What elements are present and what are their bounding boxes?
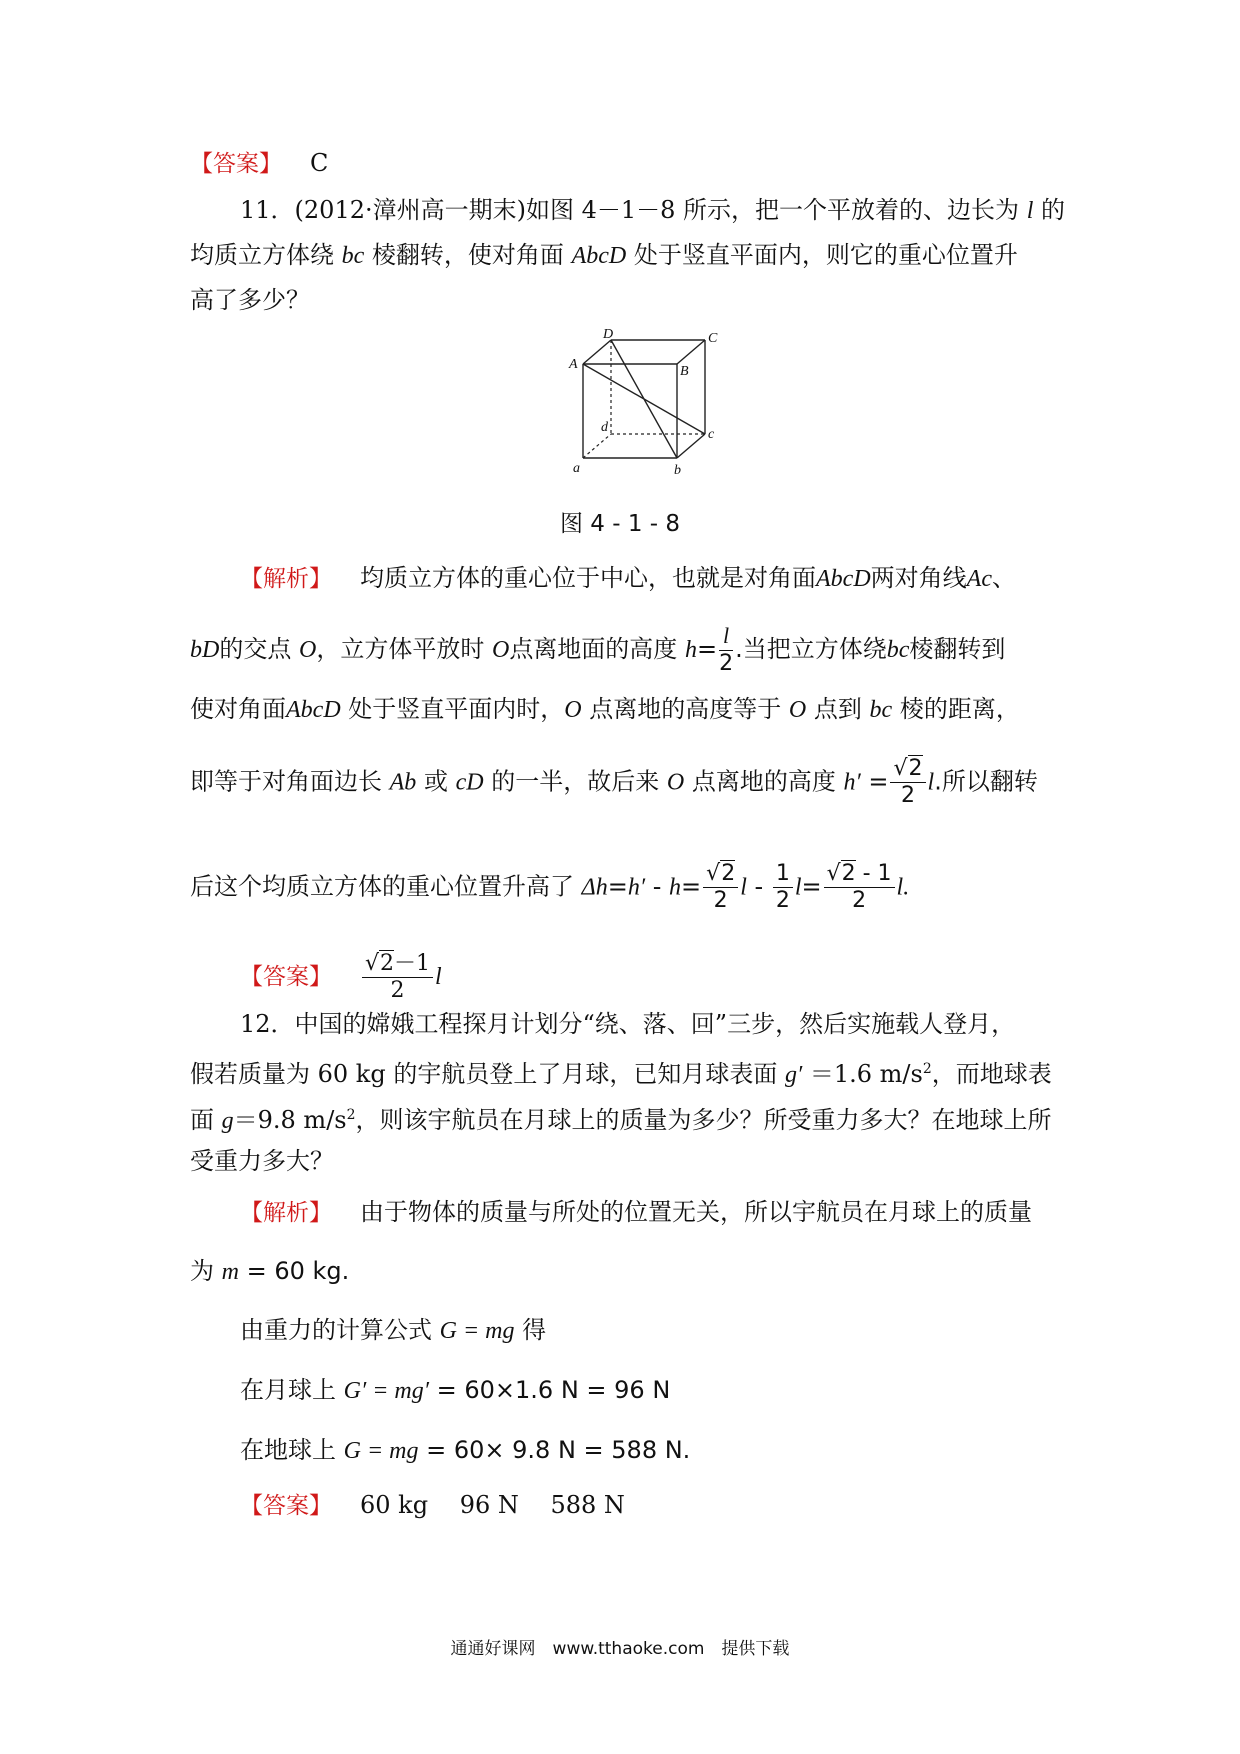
footer-text: 通通好课网 www.tthaoke.com 提供下载 (450, 1639, 790, 1659)
vertex-label-A: A (569, 357, 578, 372)
fraction-l-over-2: $\frac{l}{2}$ (719, 623, 734, 676)
vertex-label-C: C (708, 331, 718, 346)
analysis-11-line-2: bD的交点 O，立方体平放时 O点离地面的高度 h= $\frac{l}{2}$ .当把立方体绕bc棱翻转到 (190, 623, 1006, 676)
analysis-12-line-3: 由重力的计算公式 G = mg 得 (240, 1316, 547, 1344)
vertex-label-D: D (603, 328, 614, 342)
answer-value: 60 kg 96 N 588 N (360, 1491, 625, 1519)
figure-caption: 图 4 - 1 - 8 (559, 511, 681, 537)
answer-value: C (310, 149, 329, 177)
analysis-12-line-5: 在地球上 G = mg = 60× 9.8 N = 588 N. (240, 1436, 691, 1464)
vertex-label-a: a (573, 461, 580, 476)
edge-bc (677, 434, 705, 458)
question-11-line-1: 11．(2012·漳州高一期末)如图 4－1－8 所示，把一个平放着的、边长为 l 的 (240, 196, 1065, 224)
edge-BC (677, 340, 705, 364)
question-12-line-2: 假若质量为 60 kg 的宇航员登上了月球，已知月球表面 g′ ＝1.6 $m/s^2$，而地球表 (190, 1060, 1052, 1088)
analysis-tag: 【解析】 (240, 566, 332, 592)
vertex-label-d: d (601, 420, 608, 435)
question-11-line-2: 均质立方体绕 bc 棱翻转，使对角面 AbcD 处于竖直平面内，则它的重心位置升 (190, 241, 1018, 269)
analysis-12-line-1: 【解析】 由于物体的质量与所处的位置无关，所以宇航员在月球上的质量 (240, 1198, 1032, 1226)
answer-line-q12: 【答案】 60 kg 96 N 588 N (240, 1491, 625, 1519)
answer-line-q11: 【答案】 $\frac{√2-1}{2}$ l (240, 951, 442, 1003)
diagonal-bD (611, 340, 677, 458)
fraction-sqrt2-over-2: $\frac{√2}{2}$ (890, 758, 925, 807)
analysis-12-line-2: 为 m = 60 kg. (190, 1257, 350, 1285)
analysis-11-line-5: 后这个均质立方体的重心位置升高了 Δh=h′ - h= $\frac{√2}{2}$ l - $\frac{1}{2}$ l= $\frac{√2 - 1}{2}$ l. (190, 861, 910, 913)
answer-fraction: $\frac{√2-1}{2}$ (362, 953, 433, 1002)
vertex-label-c: c (708, 427, 715, 442)
vertex-label-b: b (674, 463, 681, 478)
answer-line-q10 (190, 148, 328, 179)
analysis-11-line-3: 使对角面AbcD 处于竖直平面内时，O 点离地的高度等于 O 点到 bc 棱的距离， (190, 695, 1020, 723)
question-12-line-1: 12．中国的嫦娥工程探月计划分“绕、落、回”三步，然后实施载人登月， (240, 1010, 1016, 1038)
question-12-line-4: 受重力多大？ (190, 1147, 334, 1175)
hidden-edge-ad (583, 434, 611, 458)
analysis-12-line-4: 在月球上 G′ = mg′ = 60×1.6 N = 96 N (240, 1376, 671, 1404)
cube-diagram (560, 328, 730, 483)
analysis-11-line-1: 【解析】 均质立方体的重心位于中心，也就是对角面AbcD两对角线Ac、 (240, 564, 1016, 592)
answer-tag: 【答案】 (190, 151, 282, 177)
question-12-line-3: 面 g＝9.8 $m/s^2$，则该宇航员在月球上的质量为多少？所受重力多大？在地球上所 (190, 1106, 1052, 1134)
edge-AD (583, 340, 611, 364)
vertex-label-B: B (680, 364, 689, 379)
question-11-line-3: 高了多少？ (190, 286, 310, 314)
analysis-11-line-4: 即等于对角面边长 Ab 或 cD 的一半，故后来 O 点离地的高度 h′ = $\frac{√2}{2}$ l.所以翻转 (190, 756, 1038, 808)
